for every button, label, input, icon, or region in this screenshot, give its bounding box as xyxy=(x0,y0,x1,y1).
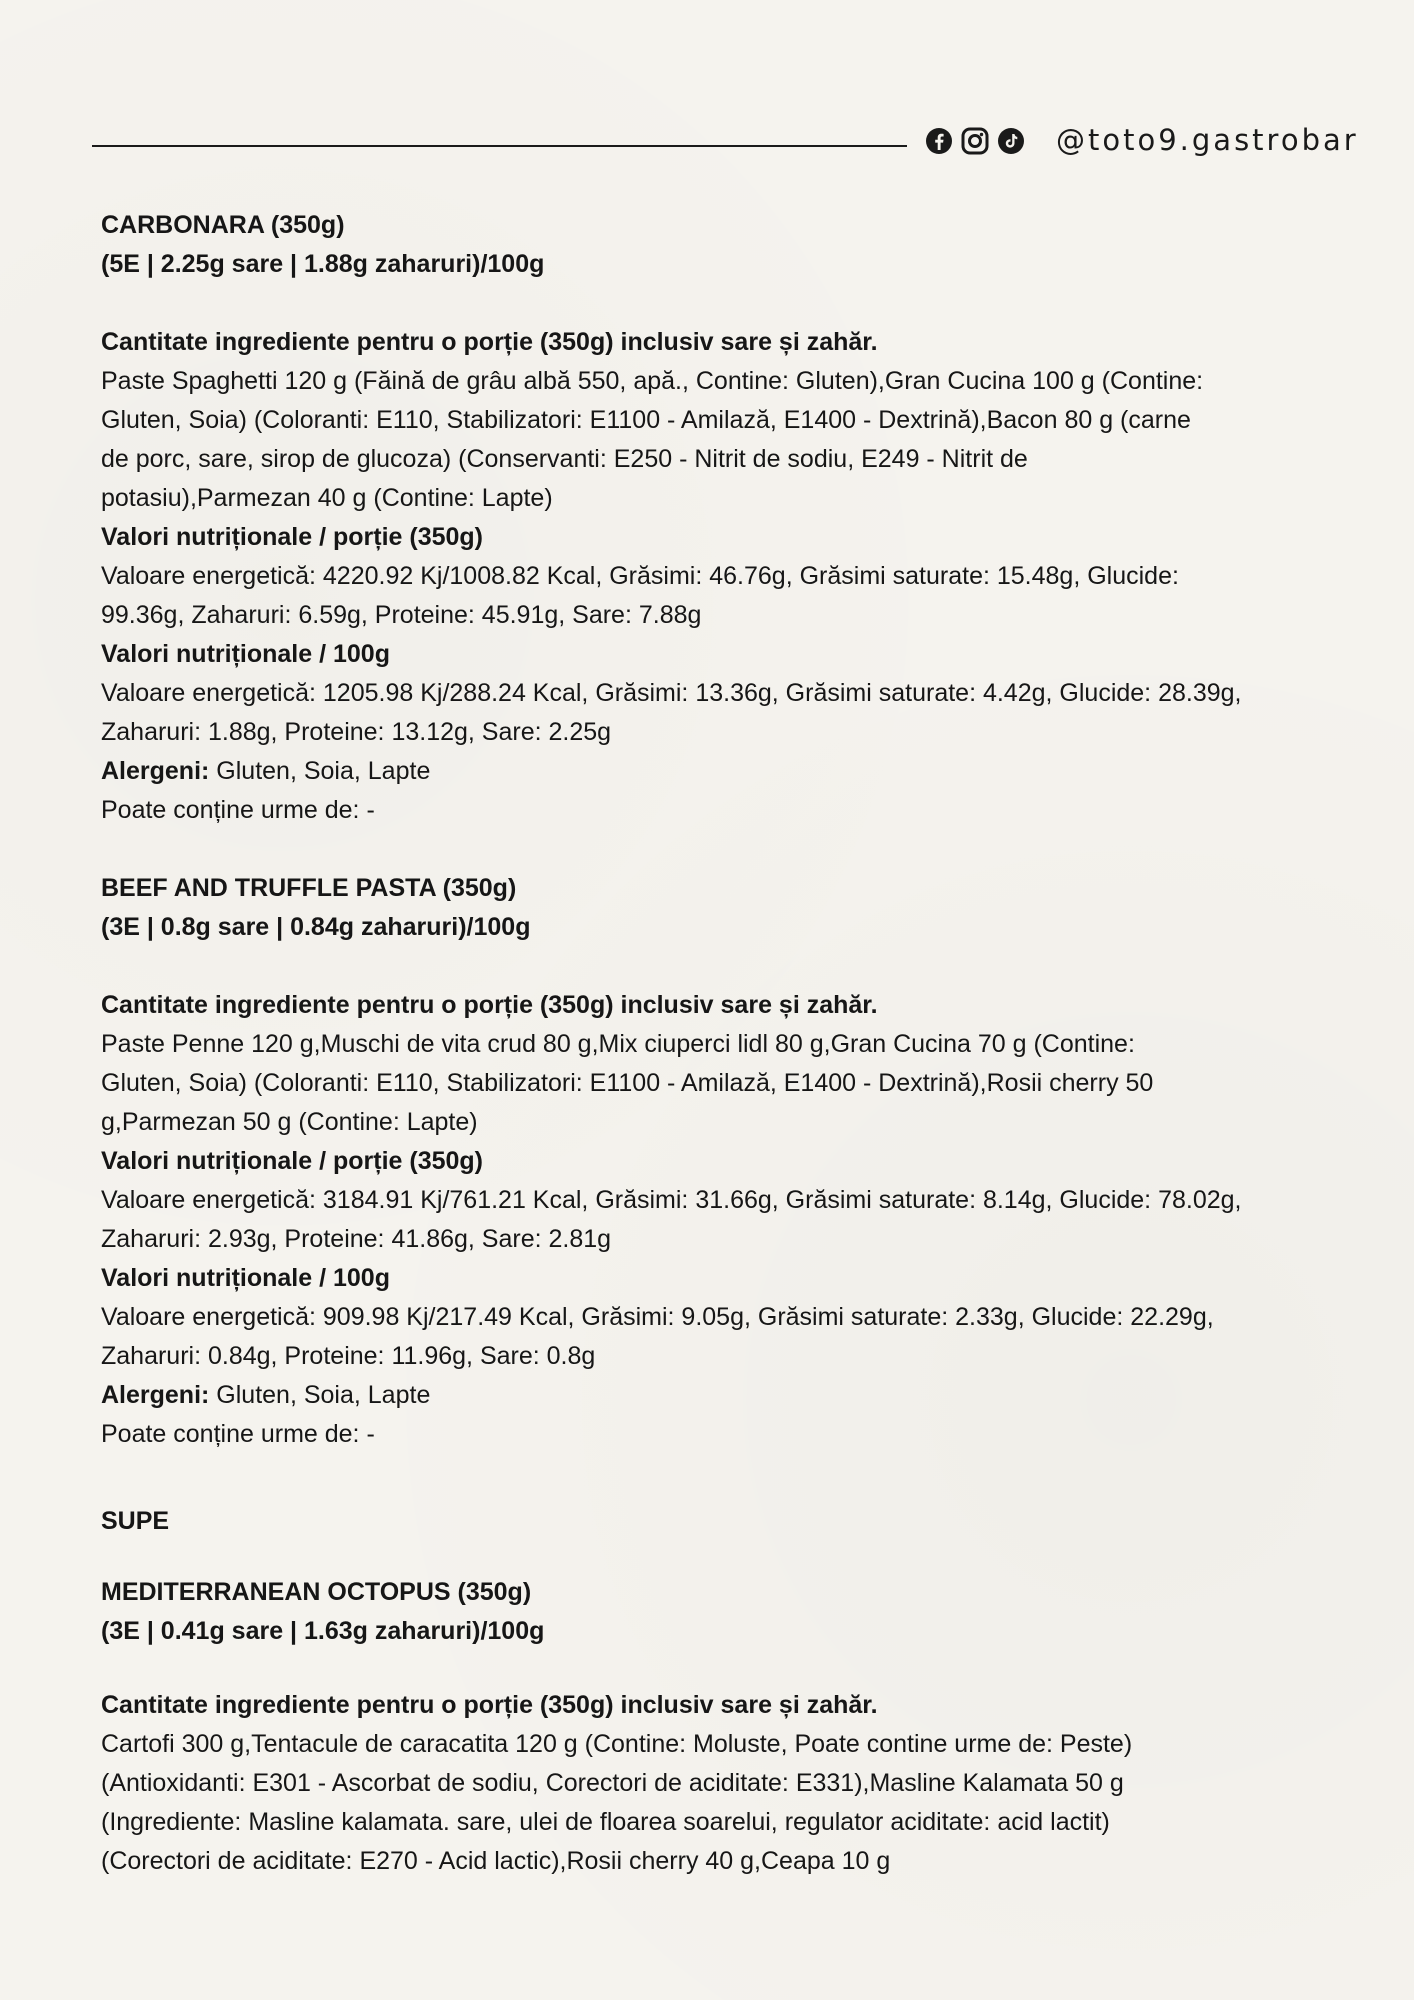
header xyxy=(92,118,1382,162)
ingredients-line: Paste Penne 120 g,Muschi de vita crud 80 g,Mix ciuperci lidl 80 g,Gran Cucina 70 g (Contine: xyxy=(101,1030,1135,1058)
allergens-value: Gluten, Soia, Lapte xyxy=(209,1381,431,1409)
dish-summary: (5E | 2.25g sare | 1.88g zaharuri)/100g xyxy=(101,250,545,278)
portion-line: Zaharuri: 2.93g, Proteine: 41.86g, Sare: 2.81g xyxy=(101,1225,612,1253)
ingredients-line: Gluten, Soia) (Coloranti: E110, Stabilizatori: E1100 - Amilază, E1400 - Dextrină),Rosii cherry 50 xyxy=(101,1069,1154,1097)
portion-line: Valoare energetică: 3184.91 Kj/761.21 Kcal, Grăsimi: 31.66g, Grăsimi saturate: 8.14g, Glucide: 78.02g, xyxy=(101,1186,1242,1214)
portion-heading: Valori nutriționale / porție (350g) xyxy=(101,523,484,551)
per100-line: Zaharuri: 0.84g, Proteine: 11.96g, Sare: 0.8g xyxy=(101,1342,596,1370)
dish-title: BEEF AND TRUFFLE PASTA (350g) xyxy=(101,874,517,902)
tiktok-icon[interactable] xyxy=(996,126,1026,156)
allergens-label: Alergeni: xyxy=(101,757,210,785)
portion-heading: Valori nutriționale / porție (350g) xyxy=(101,1147,484,1175)
dish-summary: (3E | 0.41g sare | 1.63g zaharuri)/100g xyxy=(101,1617,545,1645)
ingredients-line: (Ingrediente: Masline kalamata. sare, ulei de floarea soarelui, regulator aciditate: acid lactit) xyxy=(101,1808,1110,1836)
ingredients-line: Paste Spaghetti 120 g (Făină de grâu albă 550, apă., Contine: Gluten),Gran Cucina 100 g (Contine: xyxy=(101,367,1204,395)
allergens xyxy=(101,1376,1391,1415)
dish-title: MEDITERRANEAN OCTOPUS (350g) xyxy=(101,1578,532,1606)
per100-heading: Valori nutriționale / 100g xyxy=(101,640,390,668)
per100-line: Valoare energetică: 909.98 Kj/217.49 Kcal, Grăsimi: 9.05g, Grăsimi saturate: 2.33g, Glucide: 22.29g, xyxy=(101,1303,1214,1331)
ingredients-line: (Antioxidanti: E301 - Ascorbat de sodiu, Corectori de aciditate: E331),Masline Kalamata 50 g xyxy=(101,1769,1124,1797)
allergens-label: Alergeni: xyxy=(101,1381,210,1409)
ingredients-line: g,Parmezan 50 g (Contine: Lapte) xyxy=(101,1108,478,1136)
dish-title: CARBONARA (350g) xyxy=(101,211,345,239)
dish-summary: (3E | 0.8g sare | 0.84g zaharuri)/100g xyxy=(101,913,531,941)
header-divider xyxy=(92,145,907,147)
ingredients-line: de porc, sare, sirop de glucoza) (Conservanti: E250 - Nitrit de sodiu, E249 - Nitrit de xyxy=(101,445,1028,473)
social-icons xyxy=(924,126,1026,156)
ingredients-line: Gluten, Soia) (Coloranti: E110, Stabilizatori: E1100 - Amilază, E1400 - Dextrină),Bacon 80 g (carne xyxy=(101,406,1191,434)
allergens-value: Gluten, Soia, Lapte xyxy=(209,757,431,785)
section-title: SUPE xyxy=(101,1507,170,1535)
portion-line: Valoare energetică: 4220.92 Kj/1008.82 Kcal, Grăsimi: 46.76g, Grăsimi saturate: 15.48g, Glucide: xyxy=(101,562,1179,590)
instagram-icon[interactable] xyxy=(960,126,990,156)
per100-line: Zaharuri: 1.88g, Proteine: 13.12g, Sare: 2.25g xyxy=(101,718,612,746)
dish-mediterranean-octopus xyxy=(101,1573,1391,1881)
per100-heading: Valori nutriționale / 100g xyxy=(101,1264,390,1292)
ingredients-line: potasiu),Parmezan 40 g (Contine: Lapte) xyxy=(101,484,553,512)
per100-line: Valoare energetică: 1205.98 Kj/288.24 Kcal, Grăsimi: 13.36g, Grăsimi saturate: 4.42g, Glucide: 28.39g, xyxy=(101,679,1242,707)
traces: Poate conține urme de: - xyxy=(101,796,375,824)
ingredients-line: (Corectori de aciditate: E270 - Acid lactic),Rosii cherry 40 g,Ceapa 10 g xyxy=(101,1847,891,1875)
social-handle: @toto9.gastrobar xyxy=(1056,123,1359,157)
ingredients-line: Cartofi 300 g,Tentacule de caracatita 120 g (Contine: Moluste, Poate contine urme de: Peste) xyxy=(101,1730,1133,1758)
dish-beef-truffle-pasta xyxy=(101,869,1391,1454)
menu-content xyxy=(101,206,1391,1881)
portion-line: 99.36g, Zaharuri: 6.59g, Proteine: 45.91g, Sare: 7.88g xyxy=(101,601,702,629)
ingredients-heading: Cantitate ingrediente pentru o porție (350g) inclusiv sare și zahăr. xyxy=(101,328,878,356)
allergens xyxy=(101,752,1391,791)
dish-carbonara xyxy=(101,206,1391,830)
facebook-icon[interactable] xyxy=(924,126,954,156)
ingredients-heading: Cantitate ingrediente pentru o porție (350g) inclusiv sare și zahăr. xyxy=(101,991,878,1019)
ingredients-heading: Cantitate ingrediente pentru o porție (350g) inclusiv sare și zahăr. xyxy=(101,1691,878,1719)
traces: Poate conține urme de: - xyxy=(101,1420,375,1448)
